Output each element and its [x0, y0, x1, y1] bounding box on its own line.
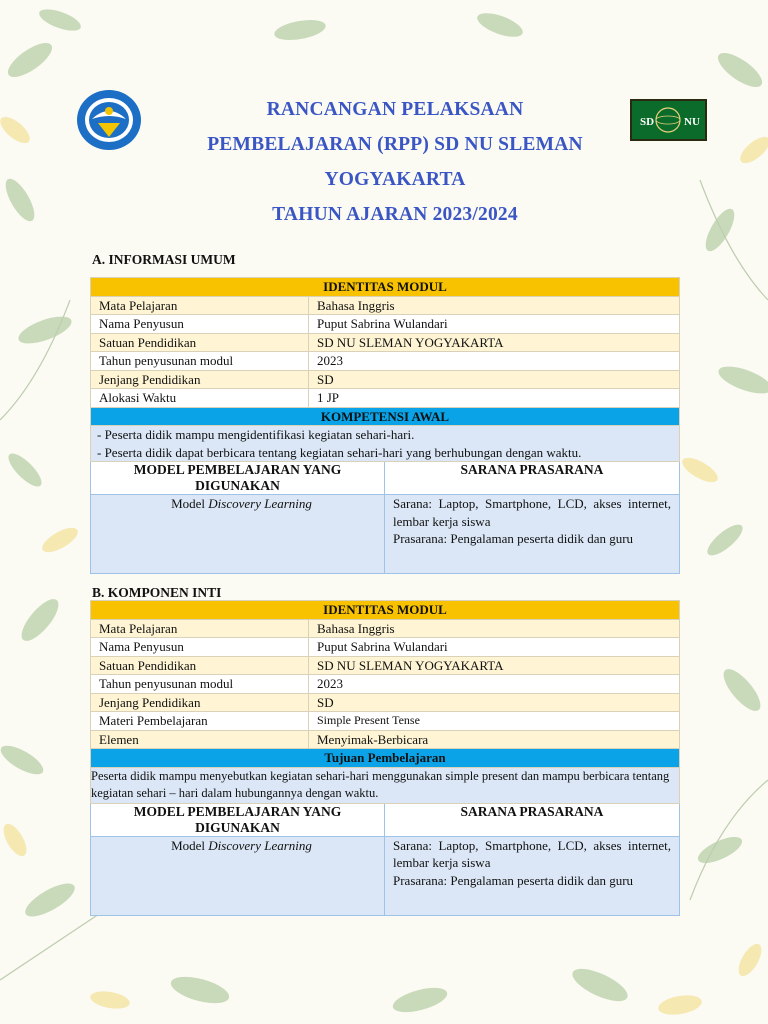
goal-row: [91, 767, 680, 803]
table-row: [91, 656, 680, 675]
row-label: Satuan Pendidikan: [91, 333, 309, 352]
competence-line-1: - Peserta didik mampu mengidentifikasi kegiatan sehari-hari.: [97, 427, 415, 442]
row-value: 2023: [309, 675, 680, 694]
model-header: MODEL PEMBELAJARAN YANG DIGUNAKAN: [91, 462, 385, 495]
model-prefix: Model: [171, 837, 209, 853]
row-label: Mata Pelajaran: [91, 619, 309, 638]
title-line-4: TAHUN AJARAN 2023/2024: [272, 204, 518, 225]
title-line-1: RANCANGAN PELAKSAAN: [266, 99, 524, 120]
row-label: Jenjang Pendidikan: [91, 370, 309, 389]
row-value: SD: [309, 693, 680, 712]
row-label: Jenjang Pendidikan: [91, 693, 309, 712]
table-row: [91, 370, 680, 389]
section-b-table: [90, 600, 680, 916]
model-cell: [91, 836, 385, 915]
row-label: Tahun penyusunan modul: [91, 675, 309, 694]
goal-title: Tujuan Pembelajaran: [91, 749, 680, 768]
model-header-row: [91, 462, 680, 495]
logo-text-nu: NU: [684, 116, 700, 128]
row-value: Menyimak-Berbicara: [309, 730, 680, 749]
prasarana-text: Prasarana: Pengalaman peserta didik dan guru: [393, 531, 634, 546]
table-row: [91, 619, 680, 638]
row-value: Bahasa Inggris: [309, 619, 680, 638]
prasarana-text: Prasarana: Pengalaman peserta didik dan guru: [393, 872, 634, 888]
title-line-3: YOGYAKARTA: [324, 169, 466, 190]
row-value: 2023: [309, 352, 680, 371]
row-value: Puput Sabrina Wulandari: [309, 638, 680, 657]
table-row: [91, 638, 680, 657]
document-title: [150, 92, 640, 232]
model-header-row: [91, 803, 680, 836]
row-value: Puput Sabrina Wulandari: [309, 315, 680, 334]
row-label: Alokasi Waktu: [91, 389, 309, 408]
sarana-cell: [385, 495, 680, 574]
section-a-table: [90, 277, 680, 574]
row-label: Tahun penyusunan modul: [91, 352, 309, 371]
row-value: SD: [309, 370, 680, 389]
tut-wuri-handayani-logo: [76, 89, 142, 151]
table-row: [91, 693, 680, 712]
table-row: [91, 389, 680, 408]
identity-header-row: [91, 601, 680, 620]
table-row: [91, 352, 680, 371]
model-name: Discovery Learning: [208, 837, 312, 853]
section-b-heading: B. KOMPONEN INTI: [92, 585, 222, 600]
competence-title: KOMPETENSI AWAL: [91, 407, 680, 426]
goal-header-row: [91, 749, 680, 768]
sarana-cell: [385, 836, 680, 915]
table-row: [91, 675, 680, 694]
row-value: SD NU SLEMAN YOGYAKARTA: [309, 333, 680, 352]
table-row: [91, 296, 680, 315]
model-name: Discovery Learning: [208, 496, 312, 511]
row-label: Materi Pembelajaran: [91, 712, 309, 731]
row-label: Elemen: [91, 730, 309, 749]
competence-header-row: [91, 407, 680, 426]
competence-row: [91, 426, 680, 462]
sarana-text: Sarana: Laptop, Smartphone, LCD, akses internet, lembar kerja siswa: [393, 496, 671, 529]
row-value: SD NU SLEMAN YOGYAKARTA: [309, 656, 680, 675]
row-value: 1 JP: [309, 389, 680, 408]
row-label: Nama Penyusun: [91, 315, 309, 334]
sd-nu-logo: [630, 99, 707, 141]
identity-title: IDENTITAS MODUL: [91, 601, 680, 620]
identity-header-row: [91, 278, 680, 297]
logo-text-sd: SD: [640, 116, 655, 128]
row-value: Simple Present Tense: [309, 712, 680, 731]
table-row: [91, 712, 680, 731]
model-header: MODEL PEMBELAJARAN YANG DIGUNAKAN: [91, 803, 385, 836]
model-body-row: [91, 836, 680, 915]
model-prefix: Model: [171, 496, 209, 511]
table-row: [91, 730, 680, 749]
sarana-header: SARANA PRASARANA: [385, 803, 680, 836]
model-cell: [91, 495, 385, 574]
goal-text: Peserta didik mampu menyebutkan kegiatan sehari-hari menggunakan simple present dan mampu berbicara tentang kegiatan sehari – hari dalam hubungannya dengan waktu.: [91, 767, 680, 803]
table-row: [91, 333, 680, 352]
sarana-text: Sarana: Laptop, Smartphone, LCD, akses internet, lembar kerja siswa: [393, 837, 671, 870]
row-label: Satuan Pendidikan: [91, 656, 309, 675]
row-label: Mata Pelajaran: [91, 296, 309, 315]
title-line-2: PEMBELAJARAN (RPP) SD NU SLEMAN: [207, 134, 583, 155]
row-label: Nama Penyusun: [91, 638, 309, 657]
identity-title: IDENTITAS MODUL: [91, 278, 680, 297]
sarana-header: SARANA PRASARANA: [385, 462, 680, 495]
competence-line-2: - Peserta didik dapat berbicara tentang kegiatan sehari-hari yang berhubungan dengan waktu.: [97, 444, 582, 460]
table-row: [91, 315, 680, 334]
model-body-row: [91, 495, 680, 574]
row-value: Bahasa Inggris: [309, 296, 680, 315]
section-a-heading: A. INFORMASI UMUM: [92, 252, 236, 267]
